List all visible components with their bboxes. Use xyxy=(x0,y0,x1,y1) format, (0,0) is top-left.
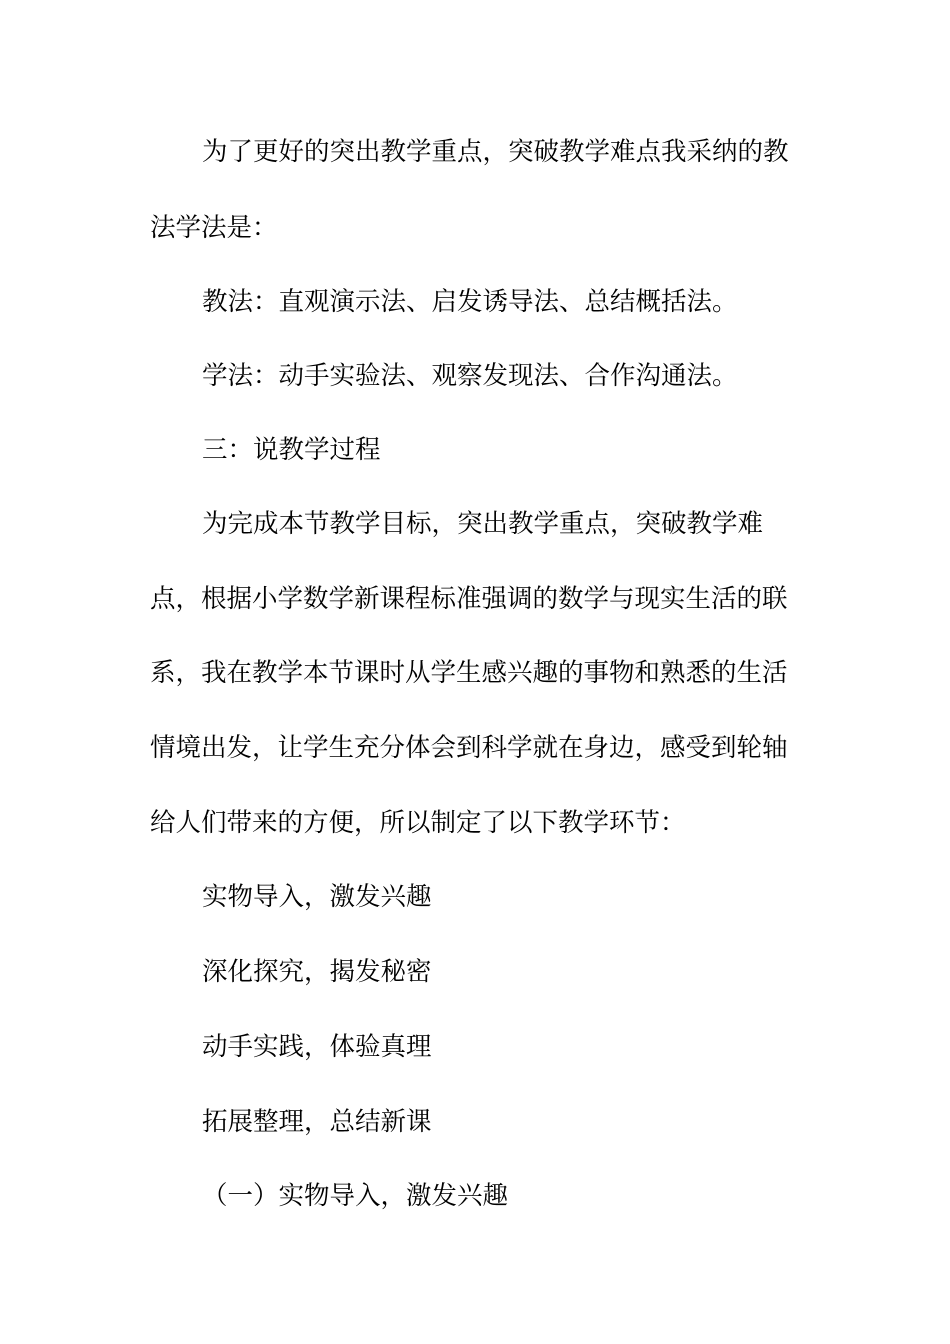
step-item-1: 实物导入，激发兴趣 xyxy=(202,882,432,912)
paragraph-process-line-2: 点，根据小学数学新课程标准强调的数学与现实生活的联 xyxy=(150,584,788,614)
subsection-heading-1: （一）实物导入，激发兴趣 xyxy=(202,1181,509,1211)
step-item-2: 深化探究，揭发秘密 xyxy=(202,957,432,987)
paragraph-process-line-3: 系，我在教学本节课时从学生感兴趣的事物和熟悉的生活 xyxy=(150,658,788,688)
section-heading-process: 三：说教学过程 xyxy=(202,435,381,465)
paragraph-process-line-1: 为完成本节教学目标，突出教学重点，突破教学难 xyxy=(202,509,764,539)
paragraph-methods-line-2: 法学法是： xyxy=(150,213,278,243)
teaching-methods-line: 教法：直观演示法、启发诱导法、总结概括法。 xyxy=(202,287,738,317)
learning-methods-line: 学法：动手实验法、观察发现法、合作沟通法。 xyxy=(202,361,738,391)
paragraph-process-line-4: 情境出发，让学生充分体会到科学就在身边，感受到轮轴 xyxy=(150,733,788,763)
step-item-3: 动手实践，体验真理 xyxy=(202,1032,432,1062)
paragraph-methods-line-1: 为了更好的突出教学重点，突破教学难点我采纳的教 xyxy=(202,137,789,167)
step-item-4: 拓展整理，总结新课 xyxy=(202,1107,432,1137)
paragraph-process-line-5: 给人们带来的方便，所以制定了以下教学环节： xyxy=(150,808,686,838)
